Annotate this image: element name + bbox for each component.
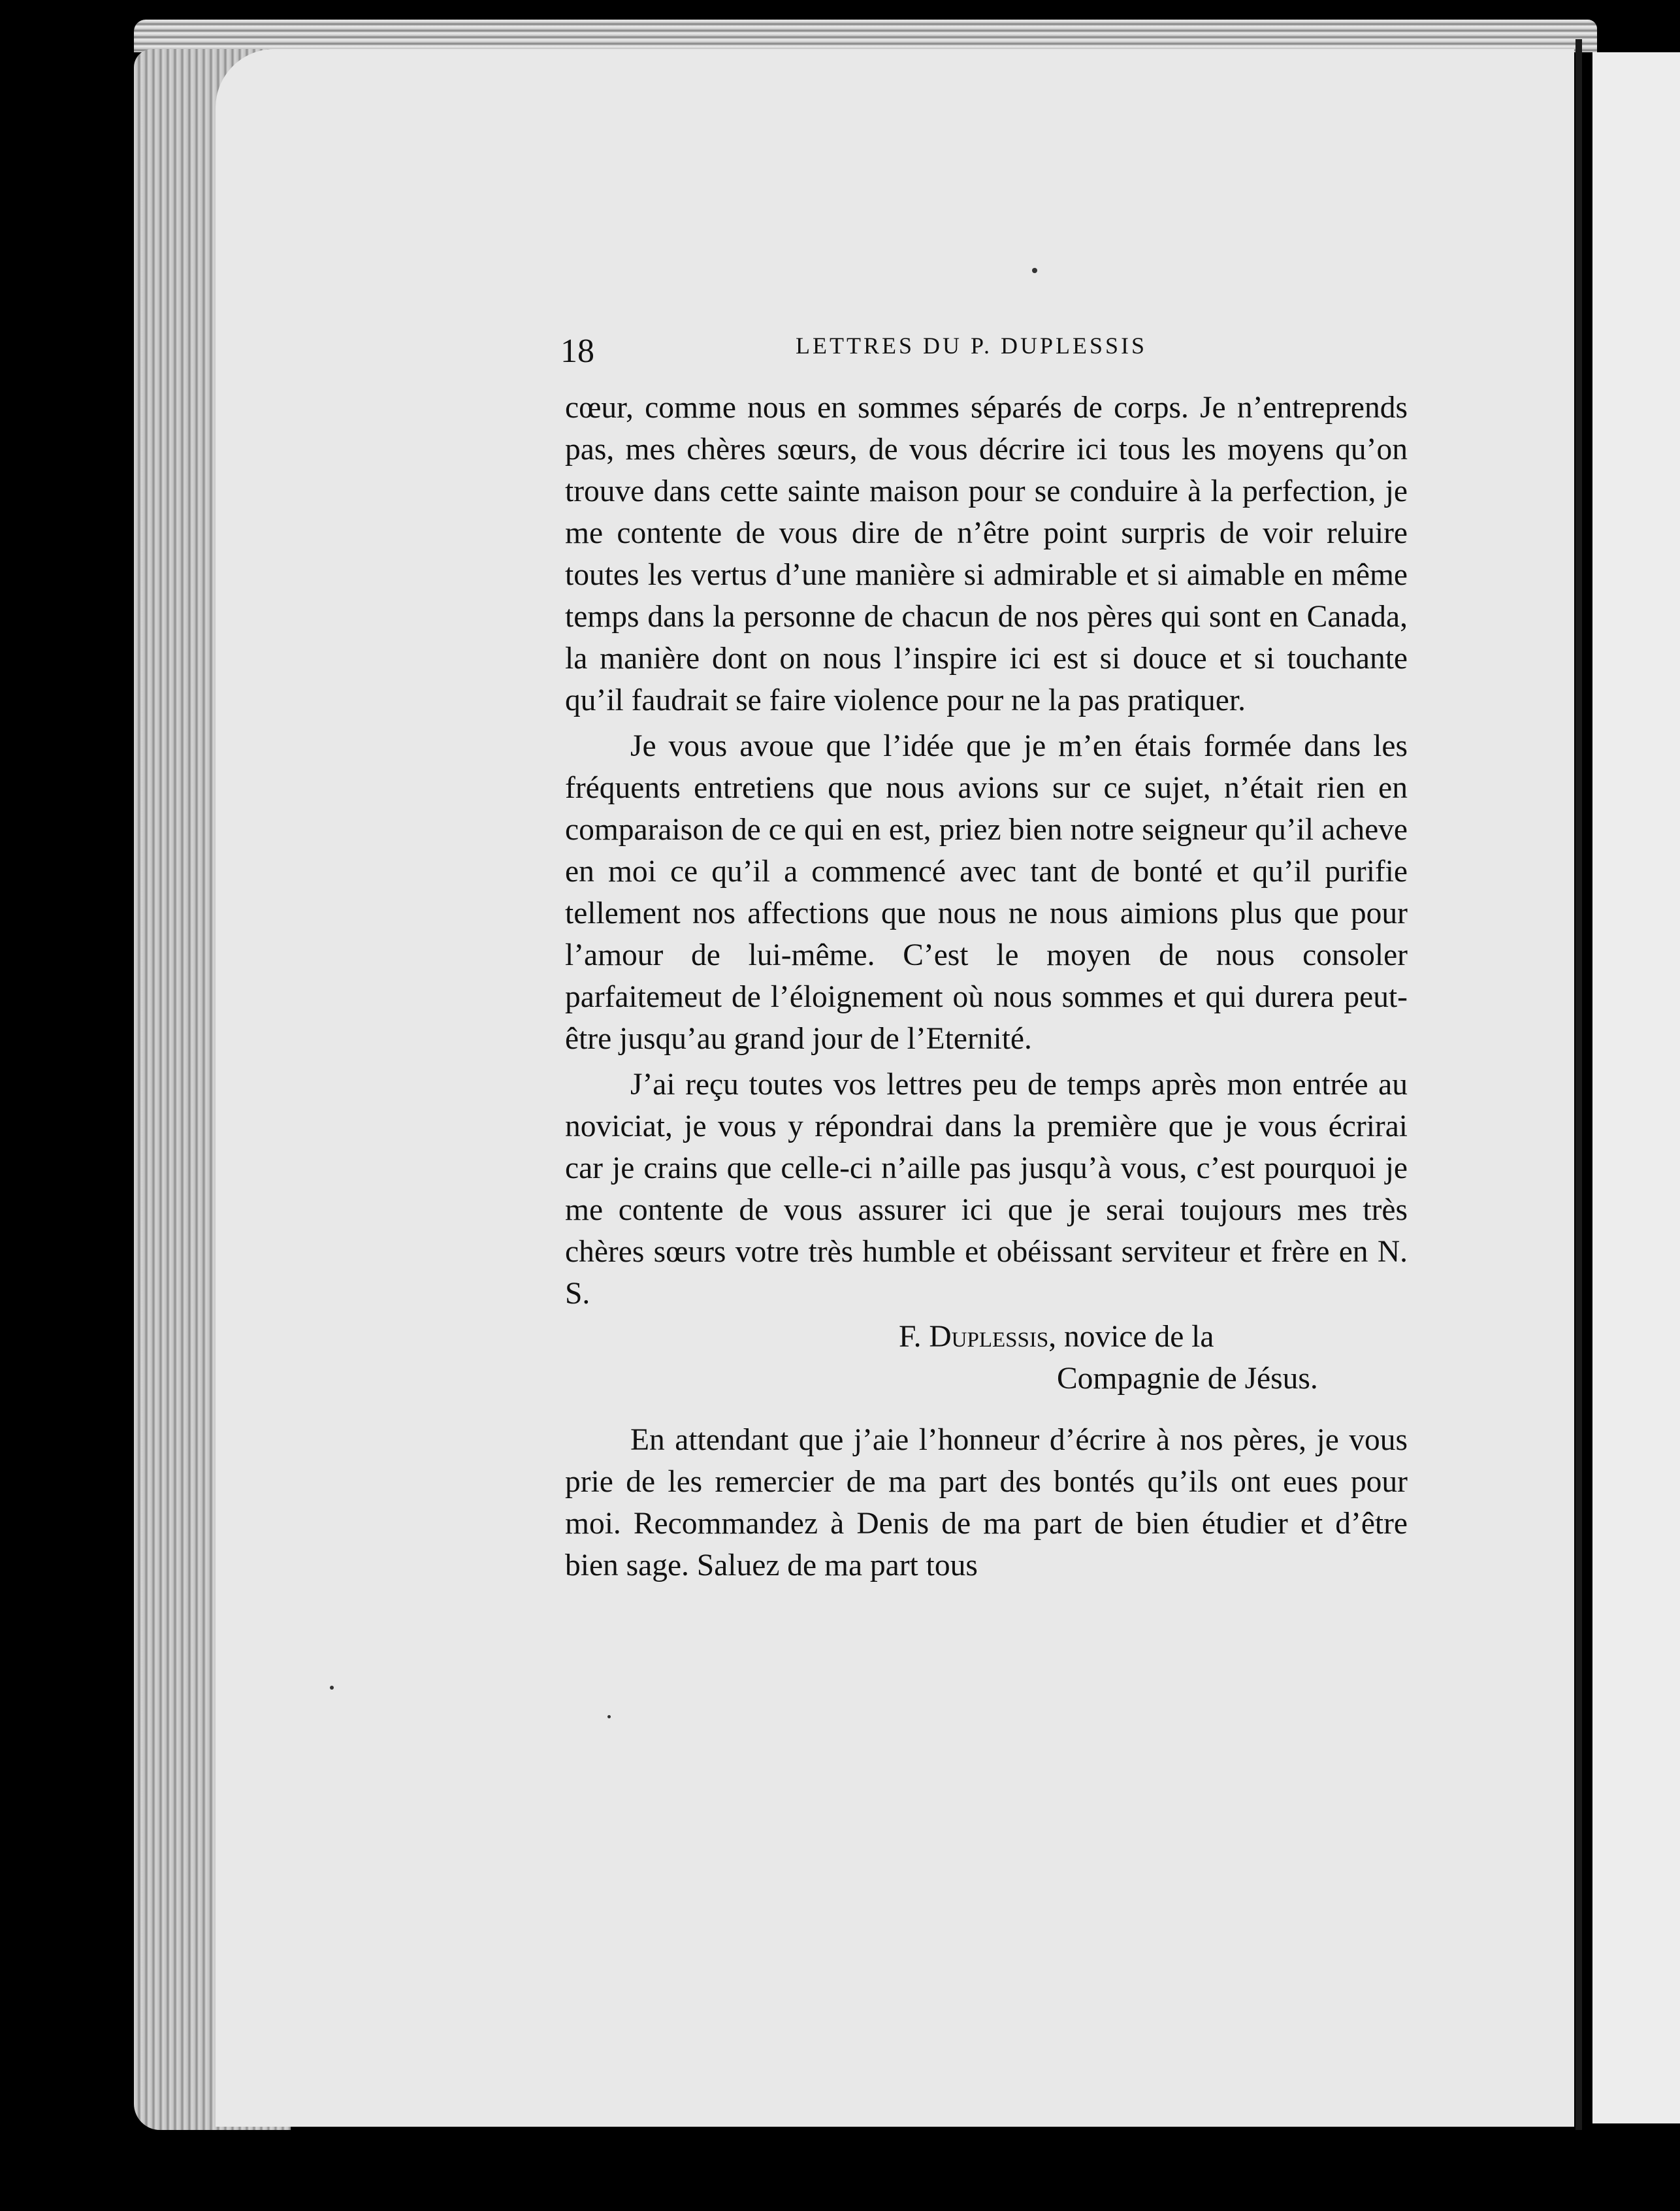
signature-line-1 bbox=[899, 1316, 1214, 1358]
right-page-sliver bbox=[1592, 52, 1680, 2123]
speck bbox=[607, 1715, 611, 1718]
page-body bbox=[565, 387, 1408, 1586]
signature-line-2: Compagnie de Jésus. bbox=[1057, 1362, 1318, 1396]
paragraph: cœur, comme nous en sommes séparés de corps. Je n’entreprends pas, mes chères sœurs, de vous décrire ici tous les moyens qu’on trouve dans cette sainte maison pour se conduire à la perfection, je me contente de vous dire de n’être point surpris de voir reluire toutes les vertus d’une manière si admirable et si aimable en même temps dans la personne de chacun de nos pères qui sont en Canada, la manière dont on nous l’inspire ici est si douce et si touchante qu’il faudrait se faire violence pour ne la pas pratiquer. bbox=[565, 391, 1408, 717]
paragraph: Je vous avoue que l’idée que je m’en étais formée dans les fréquents entretiens que nous avions sur ce sujet, n’était rien en comparaison de ce qui en est, priez bien notre seigneur qu’il acheve en moi ce qu’il a commencé avec tant de bonté et qu’il purifie tellement nos affections que nous ne nous aimions plus que pour l’amour de lui-même. C’est le moyen de nous consoler parfaitemeut de l’éloignement où nous sommes et qui durera peut-être jusqu’au grand jour de l’Eternité. bbox=[565, 729, 1408, 1056]
signature-name: Duplessis bbox=[929, 1320, 1049, 1354]
page-number: 18 bbox=[560, 333, 594, 370]
paragraph: J’ai reçu toutes vos lettres peu de temps après mon entrée au noviciat, je vous y répondrai dans la première que je vous écrirai car je crains que celle-ci n’aille pas jusqu’à vous, c’est pourquoi je me contente de vous assurer ici que je serai toujours mes très chères sœurs votre très humble et obéissant serviteur et frère en N. S. bbox=[565, 1068, 1408, 1311]
signature-initial: F. bbox=[899, 1320, 929, 1354]
speck bbox=[330, 1686, 334, 1690]
paragraph: En attendant que j’aie l’honneur d’écrire à nos pères, je vous prie de les remercier de ma part des bontés qu’ils ont eues pour moi. Recommandez à Denis de ma part de bien étudier et d’être bien sage. Saluez de ma part tous bbox=[565, 1423, 1408, 1582]
running-title: LETTRES DU P. DUPLESSIS bbox=[796, 333, 1148, 359]
speck bbox=[1032, 268, 1037, 273]
book-top-edge bbox=[134, 20, 1597, 52]
signature-block bbox=[565, 1315, 1408, 1413]
gutter-shadow bbox=[1575, 39, 1582, 2130]
signature-role: , novice de la bbox=[1048, 1320, 1214, 1354]
